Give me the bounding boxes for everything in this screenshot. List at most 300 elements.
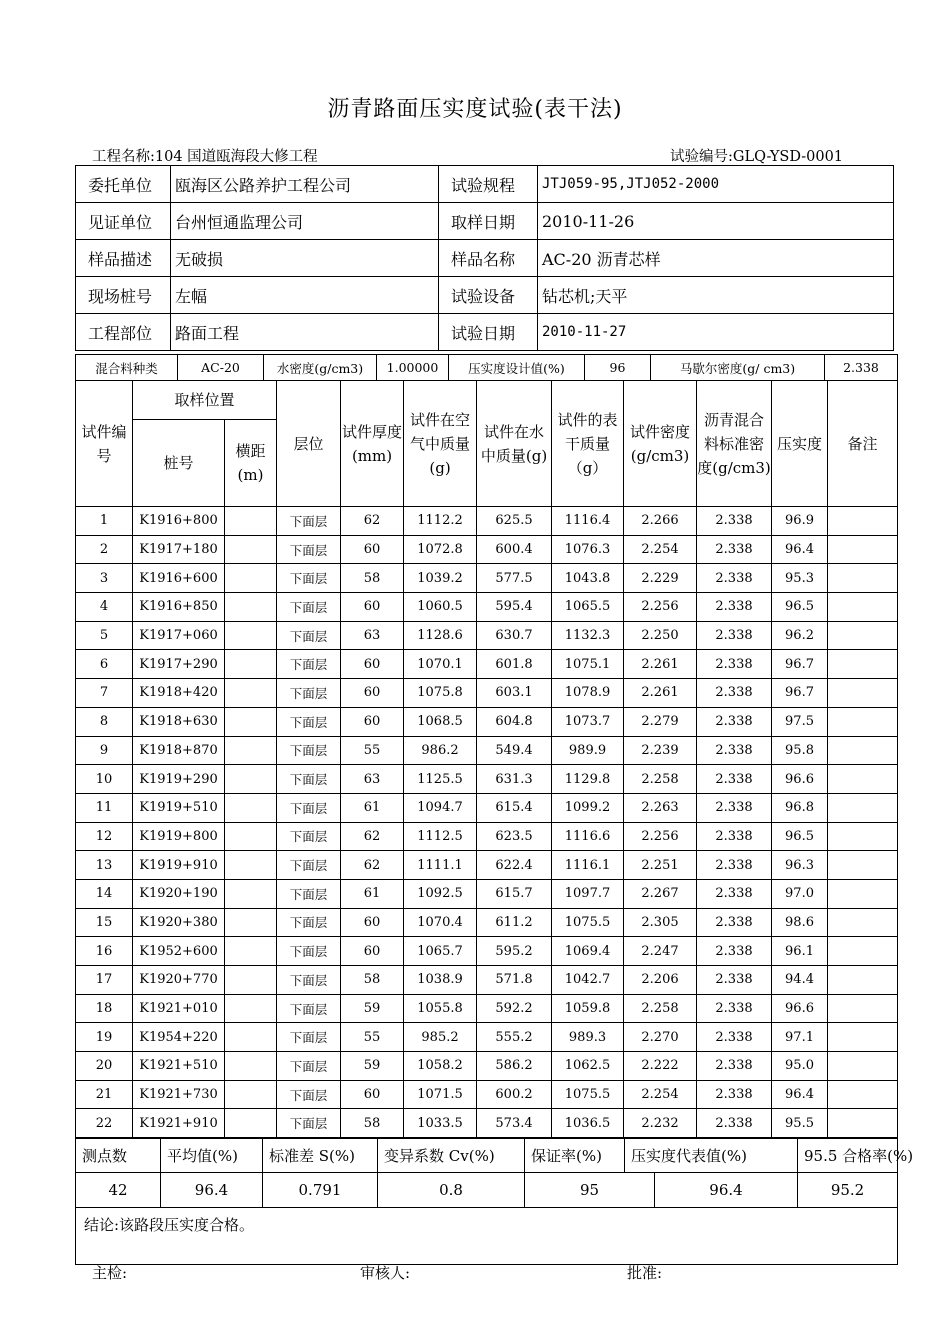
table-row	[76, 1052, 898, 1081]
cell-water-mass: 577.5	[477, 564, 552, 593]
cell-remark	[828, 908, 898, 937]
cell-id: 4	[76, 593, 133, 622]
cell-air-mass: 1033.5	[404, 1109, 477, 1138]
cell-air-mass: 1128.6	[404, 621, 477, 650]
cell-std-density: 2.338	[697, 793, 772, 822]
table-row	[76, 966, 898, 995]
cell-std-density: 2.338	[697, 564, 772, 593]
cell-thickness: 60	[341, 707, 404, 736]
cell-compaction: 96.6	[772, 994, 828, 1023]
table-row	[76, 851, 898, 880]
cell-std-density: 2.338	[697, 822, 772, 851]
cell-layer: 下面层	[277, 736, 341, 765]
cell-thickness: 59	[341, 994, 404, 1023]
cell-compaction: 96.6	[772, 765, 828, 794]
cell-ssd-mass: 1129.8	[552, 765, 624, 794]
witness-value: 台州恒通监理公司	[171, 203, 439, 240]
cell-air-mass: 1065.7	[404, 937, 477, 966]
cell-air-mass: 1070.4	[404, 908, 477, 937]
station-label: 现场桩号	[76, 277, 171, 314]
cell-density: 2.254	[624, 535, 697, 564]
cell-stake: K1917+180	[133, 535, 225, 564]
reviewer-label: 审核人:	[360, 1264, 411, 1282]
cell-offset	[225, 707, 277, 736]
cell-remark	[828, 1052, 898, 1081]
table-row	[76, 679, 898, 708]
station-value: 左幅	[171, 277, 439, 314]
count-label: 测点数	[76, 1139, 161, 1173]
cell-remark	[828, 507, 898, 536]
desc-label: 样品描述	[76, 240, 171, 277]
equipment-label: 试验设备	[439, 277, 538, 314]
header-thickness: 试件厚度(mm)	[341, 381, 404, 507]
cell-ssd-mass: 1132.3	[552, 621, 624, 650]
cell-offset	[225, 1052, 277, 1081]
table-row	[76, 593, 898, 622]
cell-ssd-mass: 1042.7	[552, 966, 624, 995]
cell-id: 13	[76, 851, 133, 880]
cell-ssd-mass: 1075.5	[552, 908, 624, 937]
cell-stake: K1916+600	[133, 564, 225, 593]
cell-layer: 下面层	[277, 621, 341, 650]
cell-id: 1	[76, 507, 133, 536]
cell-thickness: 60	[341, 679, 404, 708]
desc-value: 无破损	[171, 240, 439, 277]
cell-ssd-mass: 989.9	[552, 736, 624, 765]
cell-thickness: 61	[341, 793, 404, 822]
cell-density: 2.232	[624, 1109, 697, 1138]
cell-water-mass: 622.4	[477, 851, 552, 880]
cell-density: 2.266	[624, 507, 697, 536]
cell-thickness: 55	[341, 736, 404, 765]
cell-air-mass: 1060.5	[404, 593, 477, 622]
cell-thickness: 60	[341, 908, 404, 937]
cell-compaction: 96.4	[772, 535, 828, 564]
witness-label: 见证单位	[76, 203, 171, 240]
table-row	[76, 822, 898, 851]
cell-density: 2.254	[624, 1080, 697, 1109]
cell-density: 2.251	[624, 851, 697, 880]
table-row	[76, 793, 898, 822]
cell-remark	[828, 765, 898, 794]
cell-id: 14	[76, 879, 133, 908]
cell-thickness: 62	[341, 507, 404, 536]
header-air-mass: 试件在空气中质量(g)	[404, 381, 477, 507]
cell-air-mass: 985.2	[404, 1023, 477, 1052]
cell-std-density: 2.338	[697, 650, 772, 679]
cell-std-density: 2.338	[697, 1052, 772, 1081]
cell-compaction: 97.5	[772, 707, 828, 736]
cell-offset	[225, 966, 277, 995]
summary-table	[75, 1138, 914, 1265]
cell-std-density: 2.338	[697, 879, 772, 908]
sample-date-label: 取样日期	[439, 203, 538, 240]
cell-id: 22	[76, 1109, 133, 1138]
table-row	[76, 994, 898, 1023]
cell-id: 19	[76, 1023, 133, 1052]
cell-offset	[225, 736, 277, 765]
cell-remark	[828, 621, 898, 650]
table-row	[76, 879, 898, 908]
cell-stake: K1921+010	[133, 994, 225, 1023]
header-stake: 桩号	[133, 420, 225, 507]
cell-id: 12	[76, 822, 133, 851]
cell-density: 2.258	[624, 765, 697, 794]
cell-air-mass: 1075.8	[404, 679, 477, 708]
cell-id: 10	[76, 765, 133, 794]
cell-id: 11	[76, 793, 133, 822]
cell-stake: K1918+870	[133, 736, 225, 765]
cell-air-mass: 1112.2	[404, 507, 477, 536]
cell-std-density: 2.338	[697, 1080, 772, 1109]
cell-air-mass: 1058.2	[404, 1052, 477, 1081]
cell-ssd-mass: 1116.6	[552, 822, 624, 851]
cell-compaction: 98.6	[772, 908, 828, 937]
cell-layer: 下面层	[277, 793, 341, 822]
cell-compaction: 97.0	[772, 879, 828, 908]
cell-ssd-mass: 1036.5	[552, 1109, 624, 1138]
cell-remark	[828, 736, 898, 765]
cell-compaction: 96.2	[772, 621, 828, 650]
cell-water-mass: 623.5	[477, 822, 552, 851]
table-row	[76, 1023, 898, 1052]
cell-compaction: 96.4	[772, 1080, 828, 1109]
mix-type-label: 混合料种类	[76, 355, 178, 381]
sample-date-value: 2010-11-26	[538, 203, 894, 240]
cell-offset	[225, 621, 277, 650]
cell-std-density: 2.338	[697, 707, 772, 736]
cell-std-density: 2.338	[697, 736, 772, 765]
header-ssd-mass: 试件的表干质量（g）	[552, 381, 624, 507]
cell-ssd-mass: 1078.9	[552, 679, 624, 708]
cell-std-density: 2.338	[697, 621, 772, 650]
cell-density: 2.256	[624, 822, 697, 851]
cell-water-mass: 603.1	[477, 679, 552, 708]
cell-density: 2.263	[624, 793, 697, 822]
cell-air-mass: 1092.5	[404, 879, 477, 908]
cell-id: 16	[76, 937, 133, 966]
cell-ssd-mass: 1075.5	[552, 1080, 624, 1109]
cell-layer: 下面层	[277, 507, 341, 536]
cell-id: 20	[76, 1052, 133, 1081]
cell-water-mass: 555.2	[477, 1023, 552, 1052]
cell-ssd-mass: 1065.5	[552, 593, 624, 622]
cell-std-density: 2.338	[697, 765, 772, 794]
cell-offset	[225, 535, 277, 564]
cell-thickness: 62	[341, 822, 404, 851]
cell-air-mass: 1068.5	[404, 707, 477, 736]
cell-stake: K1920+380	[133, 908, 225, 937]
cell-thickness: 60	[341, 650, 404, 679]
cell-water-mass: 592.2	[477, 994, 552, 1023]
cell-layer: 下面层	[277, 851, 341, 880]
cell-stake: K1954+220	[133, 1023, 225, 1052]
cell-layer: 下面层	[277, 937, 341, 966]
cell-remark	[828, 679, 898, 708]
cell-compaction: 96.8	[772, 793, 828, 822]
cell-offset	[225, 879, 277, 908]
cell-layer: 下面层	[277, 822, 341, 851]
info-table	[75, 165, 894, 351]
data-table	[75, 380, 898, 1138]
cell-thickness: 55	[341, 1023, 404, 1052]
cell-water-mass: 631.3	[477, 765, 552, 794]
table-row	[76, 650, 898, 679]
cell-density: 2.206	[624, 966, 697, 995]
cell-stake: K1918+630	[133, 707, 225, 736]
cell-offset	[225, 650, 277, 679]
cell-water-mass: 600.4	[477, 535, 552, 564]
cell-air-mass: 1125.5	[404, 765, 477, 794]
approver-label: 批准:	[627, 1264, 663, 1282]
cell-remark	[828, 593, 898, 622]
cell-std-density: 2.338	[697, 937, 772, 966]
cell-remark	[828, 1109, 898, 1138]
cell-layer: 下面层	[277, 650, 341, 679]
cell-density: 2.261	[624, 650, 697, 679]
table-row	[76, 707, 898, 736]
header-offset: 横距(m)	[225, 420, 277, 507]
spec-label: 试验规程	[439, 166, 538, 203]
cell-offset	[225, 822, 277, 851]
cv-value: 0.8	[378, 1173, 525, 1208]
rep-value: 96.4	[655, 1173, 798, 1208]
header-remark: 备注	[828, 381, 898, 507]
cell-layer: 下面层	[277, 707, 341, 736]
cell-thickness: 60	[341, 593, 404, 622]
cell-density: 2.250	[624, 621, 697, 650]
cell-compaction: 96.1	[772, 937, 828, 966]
cell-layer: 下面层	[277, 879, 341, 908]
cell-stake: K1918+420	[133, 679, 225, 708]
cell-density: 2.229	[624, 564, 697, 593]
cell-density: 2.279	[624, 707, 697, 736]
cell-id: 5	[76, 621, 133, 650]
cell-compaction: 96.5	[772, 822, 828, 851]
cell-stake: K1921+910	[133, 1109, 225, 1138]
table-row	[76, 507, 898, 536]
cell-remark	[828, 994, 898, 1023]
pass-label: 95.5 合格率(%)	[798, 1139, 898, 1173]
mix-type-value: AC-20	[178, 355, 264, 381]
header-water-mass: 试件在水中质量(g)	[477, 381, 552, 507]
cv-label: 变异系数 Cv(%)	[378, 1139, 525, 1173]
rep-label: 压实度代表值(%)	[625, 1139, 798, 1173]
cell-compaction: 95.5	[772, 1109, 828, 1138]
header-compaction: 压实度	[772, 381, 828, 507]
cell-offset	[225, 793, 277, 822]
cell-stake: K1916+800	[133, 507, 225, 536]
cell-remark	[828, 650, 898, 679]
cell-offset	[225, 994, 277, 1023]
cell-layer: 下面层	[277, 994, 341, 1023]
water-density-value: 1.00000	[377, 355, 449, 381]
water-density-label: 水密度(g/cm3)	[264, 355, 377, 381]
cell-air-mass: 1055.8	[404, 994, 477, 1023]
design-compaction-label: 压实度设计值(%)	[449, 355, 585, 381]
cell-density: 2.258	[624, 994, 697, 1023]
cell-density: 2.267	[624, 879, 697, 908]
part-value: 路面工程	[171, 314, 439, 351]
cell-std-density: 2.338	[697, 908, 772, 937]
mean-value: 96.4	[161, 1173, 263, 1208]
cell-id: 2	[76, 535, 133, 564]
cell-ssd-mass: 1097.7	[552, 879, 624, 908]
cell-stake: K1919+510	[133, 793, 225, 822]
cell-stake: K1920+770	[133, 966, 225, 995]
marshall-density-label: 马歇尔密度(g/ cm3)	[651, 355, 825, 381]
inspector-label: 主检:	[92, 1264, 128, 1282]
cell-layer: 下面层	[277, 908, 341, 937]
cell-ssd-mass: 1075.1	[552, 650, 624, 679]
cell-std-density: 2.338	[697, 851, 772, 880]
cell-water-mass: 595.4	[477, 593, 552, 622]
cell-density: 2.270	[624, 1023, 697, 1052]
cell-ssd-mass: 1076.3	[552, 535, 624, 564]
cell-offset	[225, 908, 277, 937]
cell-id: 7	[76, 679, 133, 708]
cell-ssd-mass: 1043.8	[552, 564, 624, 593]
cell-water-mass: 615.7	[477, 879, 552, 908]
client-label: 委托单位	[76, 166, 171, 203]
cell-std-density: 2.338	[697, 966, 772, 995]
table-row	[76, 937, 898, 966]
cell-thickness: 60	[341, 1080, 404, 1109]
cell-water-mass: 615.4	[477, 793, 552, 822]
cell-stake: K1952+600	[133, 937, 225, 966]
guarantee-label: 保证率(%)	[525, 1139, 625, 1173]
cell-std-density: 2.338	[697, 679, 772, 708]
cell-ssd-mass: 1073.7	[552, 707, 624, 736]
cell-layer: 下面层	[277, 1052, 341, 1081]
marshall-density-value: 2.338	[825, 355, 898, 381]
header-location: 取样位置	[133, 381, 277, 420]
cell-remark	[828, 564, 898, 593]
conclusion: 结论:该路段压实度合格。	[76, 1208, 898, 1265]
cell-thickness: 63	[341, 621, 404, 650]
cell-air-mass: 1072.8	[404, 535, 477, 564]
mean-label: 平均值(%)	[161, 1139, 263, 1173]
test-number: 试验编号:GLQ-YSD-0001	[670, 149, 844, 165]
cell-remark	[828, 937, 898, 966]
cell-layer: 下面层	[277, 593, 341, 622]
cell-std-density: 2.338	[697, 1109, 772, 1138]
cell-layer: 下面层	[277, 679, 341, 708]
cell-thickness: 60	[341, 937, 404, 966]
cell-remark	[828, 966, 898, 995]
cell-id: 17	[76, 966, 133, 995]
mix-table	[75, 354, 898, 381]
cell-std-density: 2.338	[697, 1023, 772, 1052]
cell-offset	[225, 679, 277, 708]
cell-id: 6	[76, 650, 133, 679]
cell-layer: 下面层	[277, 966, 341, 995]
cell-thickness: 60	[341, 535, 404, 564]
equipment-value: 钻芯机;天平	[538, 277, 894, 314]
cell-air-mass: 1038.9	[404, 966, 477, 995]
cell-density: 2.261	[624, 679, 697, 708]
cell-compaction: 95.3	[772, 564, 828, 593]
cell-compaction: 95.0	[772, 1052, 828, 1081]
cell-remark	[828, 535, 898, 564]
cell-id: 21	[76, 1080, 133, 1109]
cell-id: 15	[76, 908, 133, 937]
cell-offset	[225, 851, 277, 880]
cell-thickness: 61	[341, 879, 404, 908]
cell-thickness: 59	[341, 1052, 404, 1081]
cell-density: 2.305	[624, 908, 697, 937]
table-row	[76, 736, 898, 765]
cell-compaction: 96.9	[772, 507, 828, 536]
cell-offset	[225, 507, 277, 536]
cell-water-mass: 611.2	[477, 908, 552, 937]
cell-remark	[828, 707, 898, 736]
cell-water-mass: 600.2	[477, 1080, 552, 1109]
table-row	[76, 1080, 898, 1109]
cell-std-density: 2.338	[697, 593, 772, 622]
cell-ssd-mass: 1069.4	[552, 937, 624, 966]
table-row	[76, 535, 898, 564]
cell-stake: K1917+060	[133, 621, 225, 650]
count-value: 42	[76, 1173, 161, 1208]
cell-density: 2.239	[624, 736, 697, 765]
header-std-density: 沥青混合料标准密度(g/cm3)	[697, 381, 772, 507]
cell-remark	[828, 851, 898, 880]
spec-value: JTJ059-95,JTJ052-2000	[538, 166, 894, 203]
cell-offset	[225, 765, 277, 794]
header-density: 试件密度(g/cm3)	[624, 381, 697, 507]
cell-ssd-mass: 1116.1	[552, 851, 624, 880]
client-value: 瓯海区公路养护工程公司	[171, 166, 439, 203]
cell-remark	[828, 822, 898, 851]
sample-name-label: 样品名称	[439, 240, 538, 277]
cell-air-mass: 986.2	[404, 736, 477, 765]
cell-stake: K1920+190	[133, 879, 225, 908]
cell-remark	[828, 1023, 898, 1052]
cell-compaction: 96.7	[772, 650, 828, 679]
cell-thickness: 58	[341, 966, 404, 995]
cell-offset	[225, 564, 277, 593]
cell-stake: K1917+290	[133, 650, 225, 679]
cell-thickness: 63	[341, 765, 404, 794]
cell-ssd-mass: 1116.4	[552, 507, 624, 536]
test-date-label: 试验日期	[439, 314, 538, 351]
cell-ssd-mass: 1062.5	[552, 1052, 624, 1081]
cell-compaction: 96.3	[772, 851, 828, 880]
cell-density: 2.247	[624, 937, 697, 966]
cell-offset	[225, 937, 277, 966]
cell-layer: 下面层	[277, 564, 341, 593]
cell-air-mass: 1039.2	[404, 564, 477, 593]
sd-label: 标准差 S(%)	[263, 1139, 378, 1173]
cell-water-mass: 595.2	[477, 937, 552, 966]
cell-thickness: 58	[341, 1109, 404, 1138]
header-id: 试件编号	[76, 381, 133, 507]
cell-compaction: 97.1	[772, 1023, 828, 1052]
cell-compaction: 96.7	[772, 679, 828, 708]
cell-thickness: 58	[341, 564, 404, 593]
cell-compaction: 96.5	[772, 593, 828, 622]
cell-layer: 下面层	[277, 535, 341, 564]
page-title: 沥青路面压实度试验(表干法)	[327, 97, 623, 122]
cell-layer: 下面层	[277, 1080, 341, 1109]
cell-layer: 下面层	[277, 765, 341, 794]
cell-air-mass: 1112.5	[404, 822, 477, 851]
cell-air-mass: 1070.1	[404, 650, 477, 679]
cell-water-mass: 586.2	[477, 1052, 552, 1081]
part-label: 工程部位	[76, 314, 171, 351]
cell-thickness: 62	[341, 851, 404, 880]
